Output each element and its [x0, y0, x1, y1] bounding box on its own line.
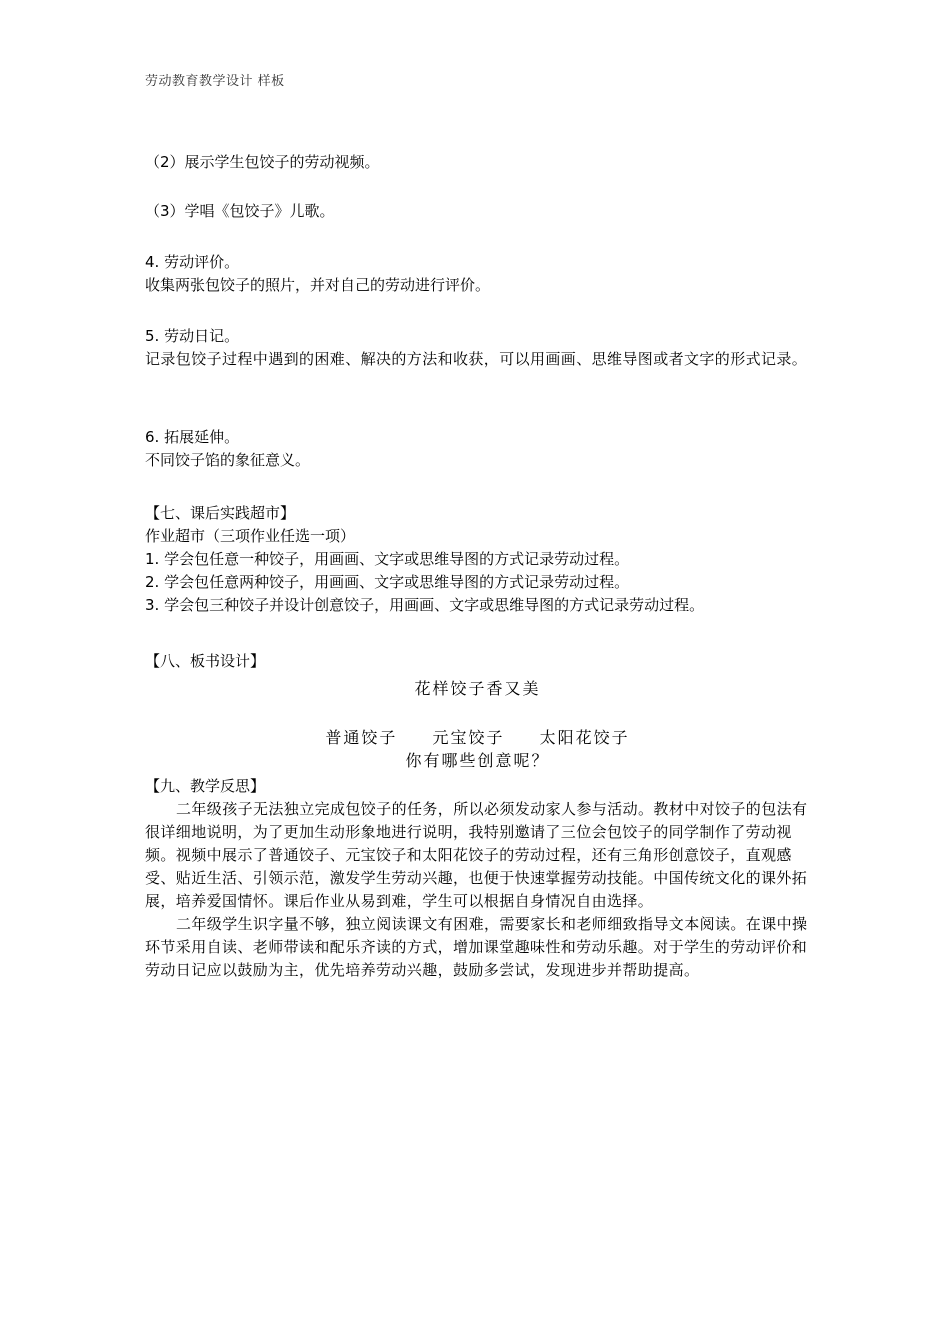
section-7-intro: 作业超市（三项作业任选一项）	[145, 527, 356, 545]
section-4-title: 4. 劳动评价。	[145, 253, 240, 271]
board-item: 元宝饺子	[432, 728, 505, 747]
item-2-text: （2）展示学生包饺子的劳动视频。	[145, 153, 380, 171]
section-5-title: 5. 劳动日记。	[145, 327, 240, 345]
section-7-heading: 【七、课后实践超市】	[145, 504, 296, 522]
section-9	[145, 775, 810, 982]
reflection-paragraph: 二年级孩子无法独立完成包饺子的任务，所以必须发动家人参与活动。教材中对饺子的包法有很详细地说明，为了更加生动形象地进行说明，我特别邀请了三位会包饺子的同学制作了劳动视频。视频中展示了普通饺子、元宝饺子和太阳花饺子的劳动过程，还有三角形创意饺子，直观感受、贴近生活、引领示范，激发学生劳动兴趣，也便于快速掌握劳动技能。中国传统文化的课外拓展，培养爱国情怀。课后作业从易到难，学生可以根据自身情况自由选择。	[145, 800, 808, 910]
section-4-text: 收集两张包饺子的照片，并对自己的劳动进行评价。	[145, 276, 491, 294]
section-5	[145, 325, 810, 371]
task-item: 3. 学会包三种饺子并设计创意饺子，用画画、文字或思维导图的方式记录劳动过程。	[145, 596, 705, 614]
item-2	[145, 151, 810, 174]
section-5-text: 记录包饺子过程中遇到的困难、解决的方法和收获，可以用画画、思维导图或者文字的形式记录。	[145, 350, 808, 368]
board-title: 花样饺子香又美	[414, 679, 541, 698]
section-4	[145, 251, 810, 297]
board-item: 太阳花饺子	[539, 728, 630, 747]
board-question: 你有哪些创意呢？	[405, 751, 550, 770]
section-6-text: 不同饺子馅的象征意义。	[145, 451, 311, 469]
board-item: 普通饺子	[325, 728, 398, 747]
section-6-title: 6. 拓展延伸。	[145, 428, 240, 446]
section-6	[145, 426, 810, 472]
reflection-paragraph: 二年级学生识字量不够，独立阅读课文有困难，需要家长和老师细致指导文本阅读。在课中操环节采用自读、老师带读和配乐齐读的方式，增加课堂趣味性和劳动乐趣。对于学生的劳动评价和劳动日记应以鼓励为主，优先培养劳动兴趣，鼓励多尝试，发现进步并帮助提高。	[145, 915, 808, 979]
section-7	[145, 502, 810, 617]
task-item: 2. 学会包任意两种饺子，用画画、文字或思维导图的方式记录劳动过程。	[145, 573, 630, 591]
board-items	[145, 725, 810, 748]
section-8-heading-block	[145, 650, 810, 673]
task-item: 1. 学会包任意一种饺子，用画画、文字或思维导图的方式记录劳动过程。	[145, 550, 630, 568]
section-9-heading: 【九、教学反思】	[145, 777, 266, 795]
page-header: 劳动教育教学设计 样板	[145, 74, 285, 89]
section-8-heading: 【八、板书设计】	[145, 652, 266, 670]
item-3-text: （3）学唱《包饺子》儿歌。	[145, 202, 335, 220]
item-3	[145, 200, 810, 223]
